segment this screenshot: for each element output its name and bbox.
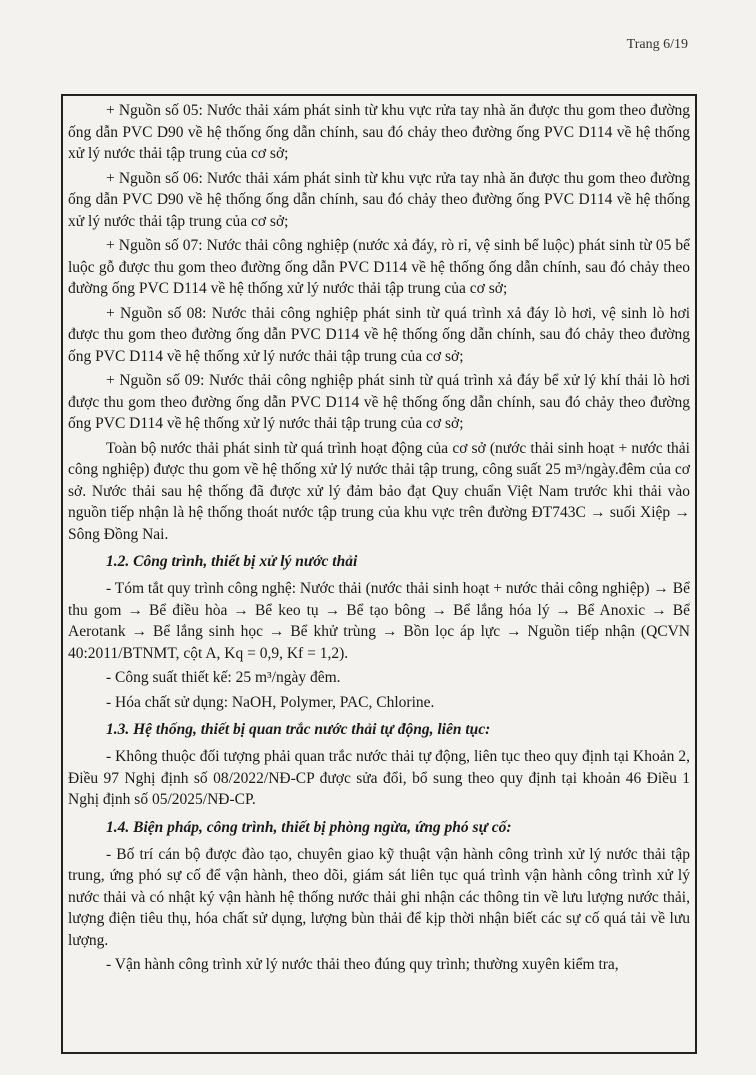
content-frame: [61, 94, 697, 1054]
paragraph-source-05: + Nguồn số 05: Nước thải xám phát sinh từ khu vực rửa tay nhà ăn được thu gom theo đường ống dẫn PVC D90 về hệ thống ống dẫn chính, sau đó chảy theo đường ống PVC D114 về hệ thống xử lý nước thải tập trung của cơ sở;: [68, 102, 690, 162]
paragraph-source-06: + Nguồn số 06: Nước thải xám phát sinh từ khu vực rửa tay nhà ăn được thu gom theo đường ống dẫn PVC D90 về hệ thống ống dẫn chính, sau đó chảy theo đường ống PVC D114 về hệ thống xử lý nước thải tập trung của cơ sở;: [68, 169, 690, 230]
paragraph-monitoring: - Không thuộc đối tượng phải quan trắc nước thải tự động, liên tục theo quy định tại Khoản 2, Điều 97 Nghị định số 08/2022/NĐ-CP được sửa đổi, bổ sung theo quy định tại khoản 46 Điều 1 Nghị định số 05/2025/NĐ-CP.: [68, 748, 690, 808]
paragraph-source-08: + Nguồn số 08: Nước thải công nghiệp phát sinh từ quá trình xả đáy lò hơi, vệ sinh lò hơi được thu gom theo đường ống dẫn PVC D114 về hệ thống ống dẫn chính, sau đó chảy theo đường ống PVC D114 về hệ thống xử lý nước thải tập trung của cơ sở;: [68, 304, 690, 365]
paragraph-capacity: - Công suất thiết kế: 25 m³/ngày đêm.: [106, 669, 341, 686]
paragraph-staff: - Bố trí cán bộ được đào tạo, chuyên giao kỹ thuật vận hành công trình xử lý nước thải tập trung, ứng phó sự cố để vận hành, theo dõi, giám sát liên tục quá trình vận hành công trình xử lý nước thải và có nhật ký vận hành hệ thống nước thải ghi nhận các thông tin về lưu lượng nước thải, lượng điện tiêu thụ, hóa chất sử dụng, lượng bùn thải để kịp thời nhận biết các sự cố quá tải về lưu lượng.: [68, 845, 690, 949]
paragraph-source-07: + Nguồn số 07: Nước thải công nghiệp (nước xả đáy, rò rỉ, vệ sinh bể luộc) phát sinh từ 05 bể luộc gỗ được thu gom theo đường ống dẫn PVC D114 về hệ thống ống dẫn chính, sau đó chảy theo đường ống PVC D114 về hệ thống xử lý nước thải tập trung của cơ sở;: [68, 237, 690, 297]
paragraph-process: - Tóm tắt quy trình công nghệ: Nước thải (nước thải sinh hoạt + nước thải công nghiệp) → Bể thu gom → Bể điều hòa → Bể keo tụ → Bể tạo bông → Bể lắng hóa lý → Bể Anoxic → Bể Aerotank → Bể lắng sinh học → Bể khử trùng → Bồn lọc áp lực → Nguồn tiếp nhận (QCVN 40:2011/BTNMT, cột A, Kq = 0,9, Kf = 1,2).: [68, 580, 690, 662]
document-body: [63, 96, 695, 976]
page-number: Trang 6/19: [626, 37, 688, 52]
paragraph-chemicals: - Hóa chất sử dụng: NaOH, Polymer, PAC, Chlorine.: [106, 693, 435, 711]
heading-1-3: 1.3. Hệ thống, thiết bị quan trắc nước thải tự động, liên tục:: [106, 721, 491, 738]
paragraph-source-09: + Nguồn số 09: Nước thải công nghiệp phát sinh từ quá trình xả đáy bể xử lý khí thải lò hơi được thu gom theo đường ống dẫn PVC D114 về hệ thống ống dẫn chính, sau đó chảy theo đường ống PVC D114 về hệ thống xử lý nước thải tập trung của cơ sở;: [68, 372, 690, 432]
heading-1-2: 1.2. Công trình, thiết bị xử lý nước thải: [106, 553, 358, 570]
paragraph-summary: Toàn bộ nước thải phát sinh từ quá trình hoạt động của cơ sở (nước thải sinh hoạt + nước thải công nghiệp) được thu gom về hệ thống xử lý nước thải tập trung, công suất 25 m³/ngày.đêm của cơ sở. Nước thải sau hệ thống đã được xử lý đảm bảo đạt Quy chuẩn Việt Nam trước khi thải vào nguồn tiếp nhận là hệ thống thoát nước tập trung của khu vực trên đường ĐT743C → suối Xiệp → Sông Đồng Nai.: [68, 439, 690, 543]
paragraph-operate: - Vận hành công trình xử lý nước thải theo đúng quy trình; thường xuyên kiểm tra,: [106, 956, 619, 973]
heading-1-4: 1.4. Biện pháp, công trình, thiết bị phòng ngừa, ứng phó sự cố:: [106, 818, 512, 836]
